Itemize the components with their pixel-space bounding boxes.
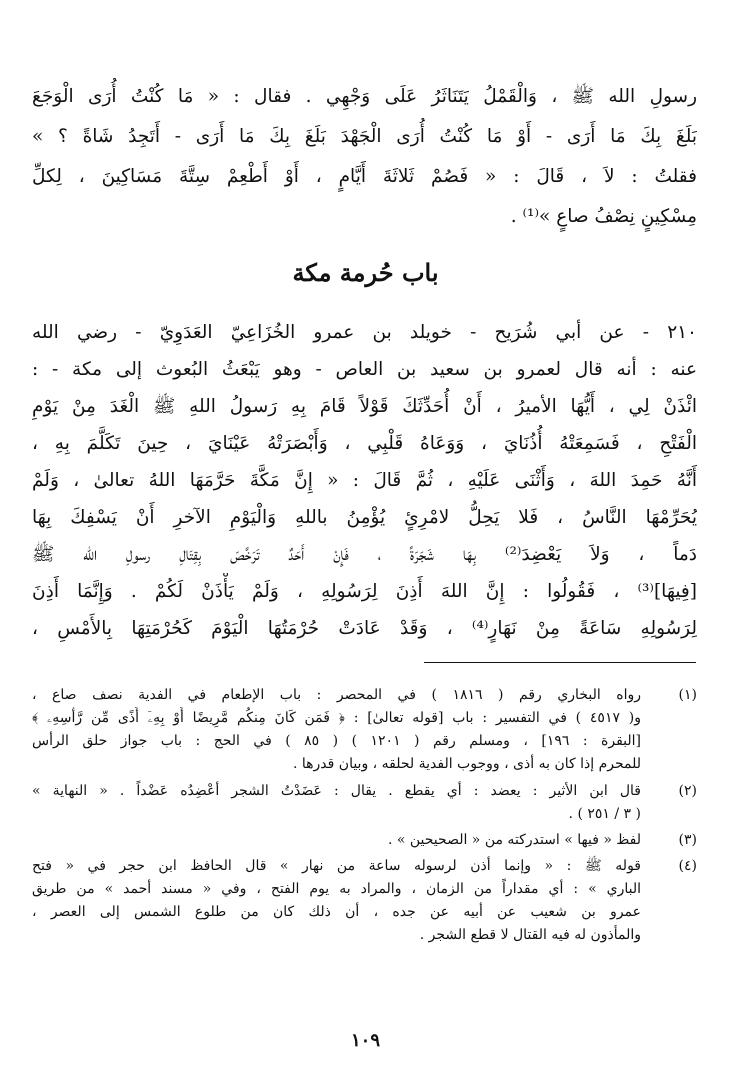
- footnote-2: [32, 780, 697, 826]
- footnote-4: [32, 855, 697, 947]
- footnote-number: (٣): [678, 832, 697, 848]
- footnote-line: للمحرم إذا كان به أذى ، ووجوب الفدية لحلقه ، وبيان قدرها .: [292, 756, 641, 772]
- hadith-line-2: عنه : أنه قال لعمرو بن سعيد بن العاص - وهو يَبْعَثُ البُعوث إلى مكة - :: [32, 359, 697, 380]
- footnote-3: [32, 829, 697, 852]
- hadith-line-8: [فِيهَا]⁽³⁾ ، فَقُولُوا : إِنَّ اللهَ أَذِنَ لِرَسُولِهِ ، وَلَمْ يَأْذَنْ لَكُمْ . وَإِنَّمَا أَذِنَ: [32, 581, 697, 602]
- footnote-separator: [424, 662, 696, 663]
- footnote-line: ( ٣ / ٢٥١ ) .: [568, 806, 641, 822]
- top-text-line-2: بَلَغَ بِكَ مَا أَرَى - أَوْ مَا كُنْتُ أُرَى الْجَهْدَ بَلَغَ بِكَ مَا أَرَى - أَتَجِدُ شَاةً ؟ »: [32, 126, 697, 147]
- footnote-line: لفظ « فيها » استدركته من « الصحيحين » .: [387, 832, 641, 848]
- footnote-number: (١): [678, 687, 697, 703]
- hadith-line-4: الْفَتْحِ ، فَسَمِعَتْهُ أُذُنَايَ ، وَوَعَاهُ قَلْبِي ، وَأَبْصَرَتْهُ عَيْنَايَ ، حِينَ تَكَلَّمَ بِهِ ،: [32, 433, 697, 454]
- footnote-line: [البقرة : ١٩٦] ، ومسلم رقم ( ١٢٠١ ) ( ٨٥ ) في الحج : باب جواز حلق الرأس: [32, 733, 641, 749]
- footnote-line: الباري » : أي مقداراً من الزمان ، والمراد به يوم الفتح ، وفي « مسند أحمد » من طريق: [32, 881, 641, 897]
- top-text-line-1: رسولِ الله ﷺ ، وَالْقَمْلُ يَتَنَاثَرُ عَلَى وَجْهِي . فقال : « مَا كُنْتُ أُرَى الْوَجَعَ: [32, 86, 697, 107]
- top-text-line-4: مِسْكِينٍ نِصْفُ صاعٍ »⁽¹⁾ .: [510, 206, 697, 227]
- footnote-line: عمرو بن شعيب عن أبيه عن جده ، أن ذلك كان من طلوع الشمس إلى العصر ،: [32, 904, 641, 920]
- footnote-number: (٤): [678, 858, 697, 874]
- hadith-line-1: ٢١٠ - عن أبي شُرَيح - خويلد بن عمرو الخُزَاعِيّ العَدَوِيّ - رضي الله: [32, 322, 697, 343]
- footnote-line: قال ابن الأثير : يعضد : أي يقطع . يقال : عَضَدْتُ الشجر أعْضِدُه عَضْداً . « النهاية »: [32, 783, 641, 799]
- page-number: ١٠٩: [350, 1030, 380, 1051]
- footnote-line: رواه البخاري رقم ( ١٨١٦ ) في المحصر : باب الإطعام في الفدية نصف صاع ،: [32, 687, 641, 703]
- hadith-line-6: يُحَرِّمْهَا النَّاسُ ، فَلا يَحِلُّ لامْرِئٍ يُؤْمِنُ باللهِ وَالْيَوْمِ الآخرِ أَنْ يَسْفِكَ بِهَا: [32, 507, 697, 528]
- hadith-line-7: دَماً ، وَلاَ يَعْضِدَ⁽²⁾ بِهَا شَجَرَةً ، فَإِنْ أَحَدٌ تَرَخَّصَ بِقِتَالِ رسولِ الله ﷺ: [32, 544, 697, 565]
- top-text-line-3: فقلتُ : لاَ ، قَالَ : « فَصُمْ ثَلاثَةَ أَيَّامٍ ، أَوْ أَطْعِمْ سِتَّةَ مَسَاكِينَ ، لِكلِّ: [32, 166, 697, 187]
- hadith-line-9: لِرَسُولِهِ سَاعَةً مِنْ نَهَارٍ⁽⁴⁾ ، وَقَدْ عَادَتْ حُرْمَتُهَا الْيَوْمَ كَحُرْمَتِهَا بِالأَمْسِ ،: [32, 618, 697, 639]
- footnote-line: والمأذون له فيه القتال لا قطع الشجر .: [419, 927, 641, 943]
- hadith-line-5: أَنَّهُ حَمِدَ اللهَ ، وَأَثْنَى عَلَيْهِ ، ثُمَّ قَالَ : « إِنَّ مَكَّةَ حَرَّمَهَا اللهُ تعالىٰ ، وَلَمْ: [32, 470, 697, 491]
- footnote-line: قوله ﷺ : « وإنما أذن لرسوله ساعة من نهار » قال الحافظ ابن حجر في « فتح: [32, 858, 641, 874]
- section-title: باب حُرمة مكة: [292, 258, 439, 287]
- hadith-line-3: ائْذَنْ لِي ، أَيُّهَا الأميرُ ، أَنْ أُحَدِّثَكَ قَوْلاً قَامَ بِهِ رَسولُ اللهِ ﷺ الْغَدَ مِنْ يَوْمِ: [32, 396, 697, 417]
- footnote-1: [32, 684, 697, 776]
- footnote-line: و( ٤٥١٧ ) في التفسير : باب [قوله تعالىٰ] : ﴿ فَمَن كَانَ مِنكُم مَّرِيضًا أَوْ بِهِۦٓ أَذًى مِّن رَّأْسِهِۦ ﴾: [32, 710, 641, 726]
- footnote-number: (٢): [678, 783, 697, 799]
